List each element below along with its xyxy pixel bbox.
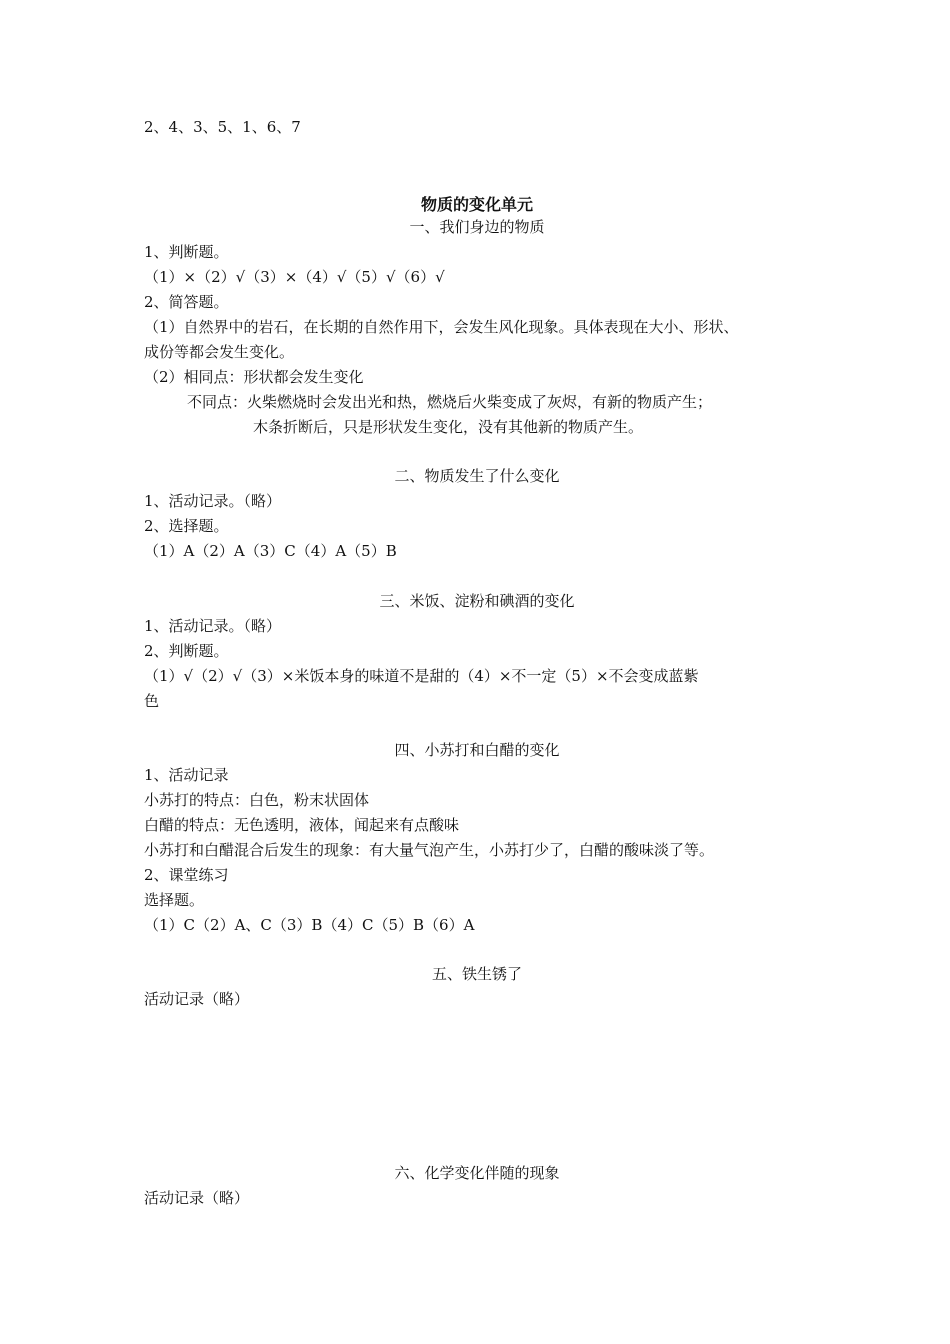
answer-sequence: 2、4、3、5、1、6、7 (144, 118, 301, 136)
s1-answer-1-line-1: （1）自然界中的岩石，在长期的自然作用下，会发生风化现象。具体表现在大小、形状、 (144, 318, 739, 336)
s2-line-3: （1）A（2）A（3）C（4）A（5）B (144, 542, 397, 560)
s1-answer-2-line-1: （2）相同点：形状都会发生变化 (144, 368, 364, 386)
section-heading-1: 一、我们身边的物质 (409, 218, 545, 236)
s4-line-6: 选择题。 (144, 891, 205, 909)
s3-line-4: 色 (144, 692, 160, 710)
section-heading-6: 六、化学变化伴随的现象 (394, 1164, 560, 1182)
s1-answer-2-line-3: 木条折断后，只是形状发生变化，没有其他新的物质产生。 (253, 418, 644, 436)
s1-question-1-answers: （1）×（2）√（3）×（4）√（5）√（6）√ (144, 268, 445, 286)
s1-question-1-label: 1、判断题。 (144, 243, 229, 261)
s5-line-1: 活动记录（略） (144, 990, 250, 1008)
section-heading-4: 四、小苏打和白醋的变化 (394, 741, 560, 759)
unit-title: 物质的变化单元 (420, 195, 533, 214)
s4-line-2: 小苏打的特点：白色，粉末状固体 (144, 791, 370, 809)
section-heading-3: 三、米饭、淀粉和碘酒的变化 (379, 592, 575, 610)
s4-line-3: 白醋的特点：无色透明，液体，闻起来有点酸味 (144, 816, 460, 834)
s3-line-3: （1）√（2）√（3）×米饭本身的味道不是甜的（4）×不一定（5）×不会变成蓝紫 (144, 667, 699, 685)
s6-line-1: 活动记录（略） (144, 1189, 250, 1207)
s4-line-4: 小苏打和白醋混合后发生的现象：有大量气泡产生，小苏打少了，白醋的酸味淡了等。 (144, 841, 715, 859)
s4-line-1: 1、活动记录 (144, 766, 229, 784)
s3-line-2: 2、判断题。 (144, 642, 229, 660)
s2-line-1: 1、活动记录。（略） (144, 492, 282, 510)
s3-line-1: 1、活动记录。（略） (144, 617, 282, 635)
s4-line-7: （1）C（2）A、C（3）B（4）C（5）B（6）A (144, 916, 475, 934)
s2-line-2: 2、选择题。 (144, 517, 229, 535)
s4-line-5: 2、课堂练习 (144, 866, 229, 884)
section-heading-5: 五、铁生锈了 (431, 965, 522, 983)
s1-question-2-label: 2、简答题。 (144, 293, 229, 311)
section-heading-2: 二、物质发生了什么变化 (394, 467, 560, 485)
s1-answer-2-line-2: 不同点：火柴燃烧时会发出光和热，燃烧后火柴变成了灰烬，有新的物质产生； (187, 393, 713, 411)
s1-answer-1-line-2: 成份等都会发生变化。 (144, 343, 295, 361)
